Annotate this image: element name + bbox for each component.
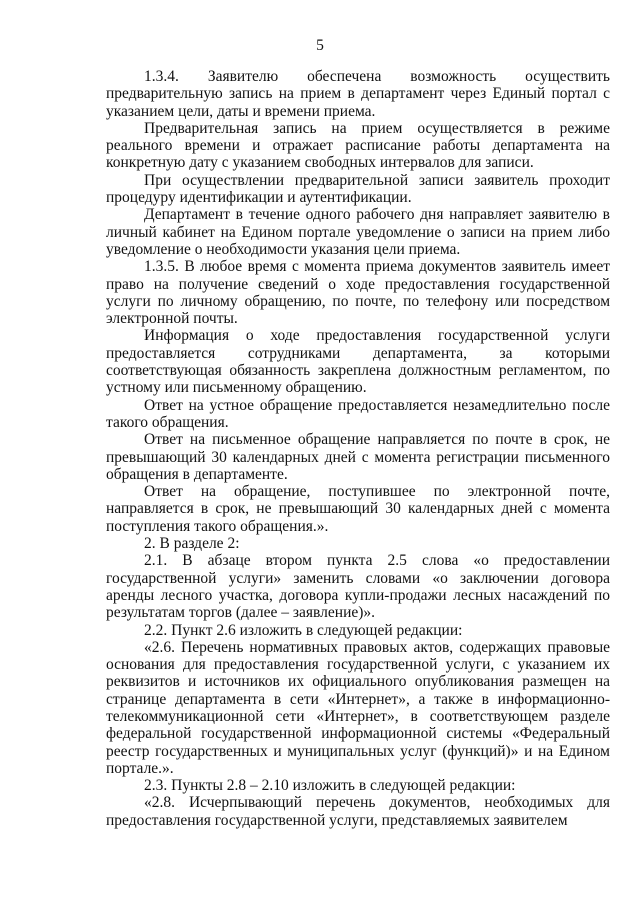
paragraph-1-3-5: 1.3.5. В любое время с момента приема документов заявитель имеет право на получение сведений о ходе предоставления государственной услуги по личному обращению, по почте, по телефону или посредством электронной почты. xyxy=(106,258,610,328)
paragraph-email-response: Ответ на обращение, поступившее по электронной почте, направляется в срок, не превышающий 30 календарных дней с момента поступления такого обращения.». xyxy=(106,483,610,535)
paragraph-1-3-4: 1.3.4. Заявителю обеспечена возможность осуществить предварительную запись на прием в департамент через Единый портал с указанием цели, даты и времени приема. xyxy=(106,68,610,120)
page-number: 5 xyxy=(316,37,324,54)
paragraph-2-8-text: «2.8. Исчерпывающий перечень документов, необходимых для предоставления государственной услуги, представляемых заявителем xyxy=(106,794,610,829)
paragraph-section-2: 2. В разделе 2: xyxy=(144,535,240,553)
paragraph-identification: При осуществлении предварительной записи заявитель проходит процедуру идентификации и аутентификации. xyxy=(106,171,610,207)
paragraph-prerecord-realtime: Предварительная запись на прием осуществляется в режиме реального времени и отражает расписание работы департамента на конкретную дату с указанием свободных интервалов для записи. xyxy=(106,119,610,172)
paragraph-oral-response: Ответ на устное обращение предоставляется незамедлительно после такого обращения. xyxy=(106,396,610,431)
paragraph-notification: Департамент в течение одного рабочего дня направляет заявителю в личный кабинет на Едином портале уведомление о записи на прием либо уведомление о необходимости указания цели приема. xyxy=(106,206,610,258)
paragraph-2-3: 2.3. Пункты 2.8 – 2.10 изложить в следующей редакции: xyxy=(144,777,516,795)
paragraph-progress-info: Информация о ходе предоставления государственной услуги предоставляется сотрудниками департамента, за которыми соответствующая обязанность закреплена должностным регламентом, по устному или письменному обращению. xyxy=(106,327,610,397)
document-body xyxy=(106,68,610,829)
paragraph-written-response: Ответ на письменное обращение направляется по почте в срок, не превышающий 30 календарных дней с момента регистрации письменного обращения в департаменте. xyxy=(106,431,610,483)
paragraph-2-1: 2.1. В абзаце втором пункта 2.5 слова «о предоставлении государственной услуги» заменить словами «о заключении договора аренды лесного участка, договора купли-продажи лесных насаждений по результатам торгов (далее – заявление)». xyxy=(106,552,610,622)
paragraph-2-2: 2.2. Пункт 2.6 изложить в следующей редакции: xyxy=(144,621,463,639)
paragraph-2-6-text: «2.6. Перечень нормативных правовых актов, содержащих правовые основания для предоставления государственной услуги, с указанием их реквизитов и источников их официального опубликования размещен на странице департамента в сети «Интернет», а также в информационно-телекоммуникационной сети «Интернет», в соответствующем разделе федеральной государственной информационной системы «Федеральный реестр государственных и муниципальных услуг (функций)» и на Едином портале.». xyxy=(106,638,610,777)
